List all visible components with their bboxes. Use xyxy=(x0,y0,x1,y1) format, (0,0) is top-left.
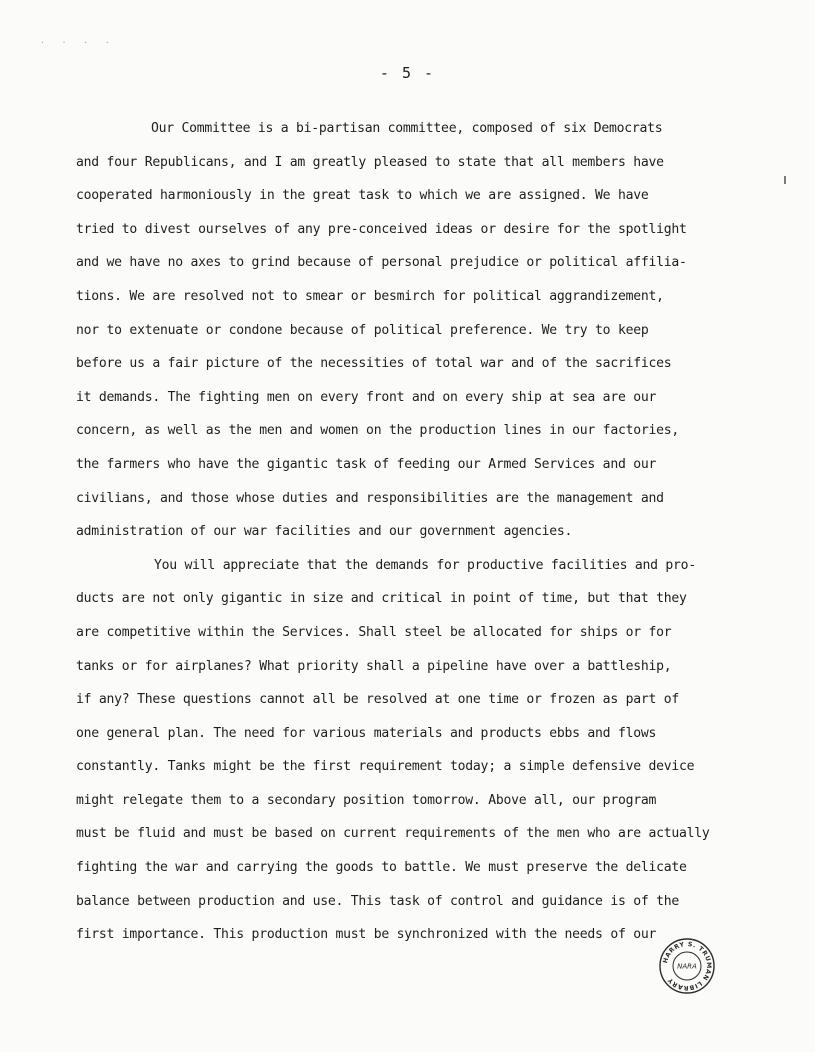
text-line: tions. We are resolved not to smear or besmirch for political aggrandizement, xyxy=(76,288,664,304)
text-line: and we have no axes to grind because of personal prejudice or political affilia- xyxy=(76,255,687,271)
text-line: it demands. The fighting men on every front and on every ship at sea are our xyxy=(76,389,657,405)
text-line: nor to extenuate or condone because of political preference. We try to keep xyxy=(76,322,649,338)
text-line: first importance. This production must be synchronized with the needs of our xyxy=(76,927,657,943)
library-stamp-icon xyxy=(658,937,716,995)
text-line: before us a fair picture of the necessities of total war and of the sacrifices xyxy=(76,356,672,372)
document-body xyxy=(76,112,736,952)
text-line: You will appreciate that the demands for productive facilities and pro- xyxy=(154,557,696,573)
text-line: constantly. Tanks might be the first requirement today; a simple defensive device xyxy=(76,759,695,775)
text-line: if any? These questions cannot all be resolved at one time or frozen as part of xyxy=(76,692,680,708)
text-line: balance between production and use. This task of control and guidance is of the xyxy=(76,893,680,909)
text-line: and four Republicans, and I am greatly pleased to state that all members have xyxy=(76,154,664,170)
text-line: the farmers who have the gigantic task of feeding our Armed Services and our xyxy=(76,456,657,472)
stamp-center-text: NARA xyxy=(677,962,697,971)
text-line: concern, as well as the men and women on the production lines in our factories, xyxy=(76,423,680,439)
text-line: fighting the war and carrying the goods to battle. We must preserve the delicate xyxy=(76,860,687,876)
text-line: one general plan. The need for various materials and products ebbs and flows xyxy=(76,725,657,741)
scan-specks: · · · · xyxy=(40,38,116,47)
text-line: ducts are not only gigantic in size and critical in point of time, but that they xyxy=(76,591,687,607)
text-line: tried to divest ourselves of any pre-conceived ideas or desire for the spotlight xyxy=(76,221,687,237)
text-line: tanks or for airplanes? What priority shall a pipeline have over a battleship, xyxy=(76,658,672,674)
text-line: are competitive within the Services. Shall steel be allocated for ships or for xyxy=(76,624,672,640)
text-line: might relegate them to a secondary position tomorrow. Above all, our program xyxy=(76,792,657,808)
stamp-arc-text: HARRY S. TRUMAN LIBRARY xyxy=(662,940,713,992)
text-line: administration of our war facilities and our government agencies. xyxy=(76,524,573,540)
text-line: cooperated harmoniously in the great task to which we are assigned. We have xyxy=(76,188,649,204)
page-number: - 5 - xyxy=(379,64,436,82)
text-line: civilians, and those whose duties and responsibilities are the management and xyxy=(76,490,664,506)
text-line: Our Committee is a bi-partisan committee, composed of six Democrats xyxy=(151,121,663,136)
margin-mark xyxy=(784,176,786,184)
text-line: must be fluid and must be based on current requirements of the men who are actually xyxy=(76,826,710,842)
